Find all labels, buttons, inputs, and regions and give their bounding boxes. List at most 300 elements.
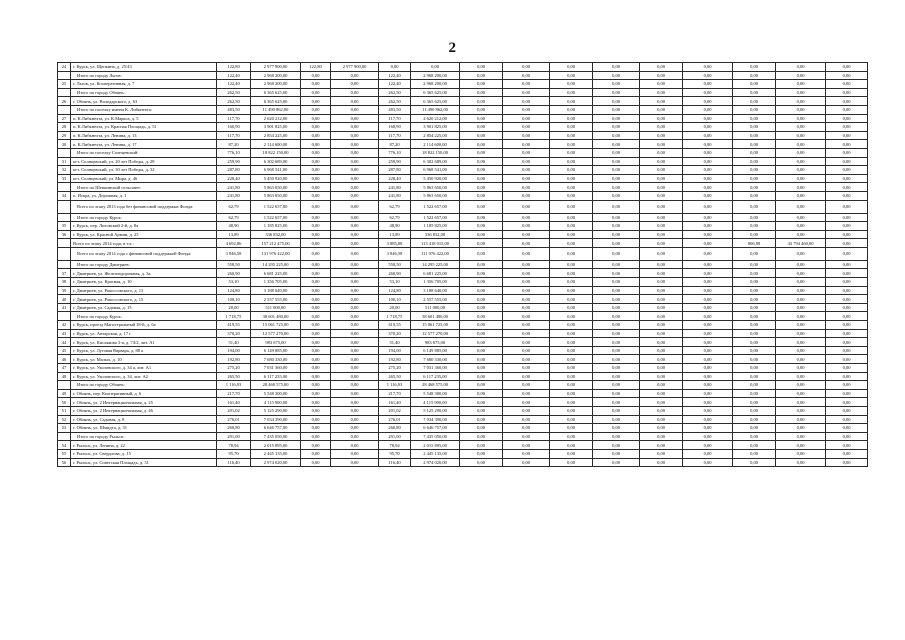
- value-cell: 0,00: [733, 432, 776, 441]
- value-cell: 0,00: [683, 131, 733, 140]
- address-cell: Итого по городу Обоянь:: [71, 381, 217, 390]
- value-cell: 0,00: [460, 97, 503, 106]
- value-cell: 0,00: [301, 329, 331, 338]
- value-cell: 0,00: [683, 157, 733, 166]
- value-cell: 0,00: [301, 372, 331, 381]
- value-cell: 0,00: [593, 449, 640, 458]
- value-cell: 0,00: [593, 88, 640, 97]
- value-cell: 0,00: [503, 247, 550, 260]
- value-cell: 6 365 625,00: [251, 88, 301, 97]
- value-cell: 0,00: [593, 286, 640, 295]
- value-cell: 0,00: [593, 355, 640, 364]
- value-cell: 0,00: [301, 389, 331, 398]
- value-cell: 0,00: [460, 269, 503, 278]
- row-number: [58, 239, 71, 248]
- value-cell: 776,10: [379, 148, 411, 157]
- value-cell: 3 901 825,00: [411, 123, 460, 132]
- value-cell: 53,10: [217, 278, 251, 287]
- value-cell: 0,00: [503, 338, 550, 347]
- value-cell: 0,00: [593, 140, 640, 149]
- value-cell: 0,00: [593, 346, 640, 355]
- value-cell: 0,00: [776, 321, 826, 330]
- value-cell: 0,00: [460, 247, 503, 260]
- value-cell: 0,00: [826, 105, 868, 114]
- value-cell: 28 468 575,00: [251, 381, 301, 390]
- value-cell: 0,00: [640, 329, 683, 338]
- address-cell: п. К.Либкнехта, ул. Ленина, д. 17: [71, 140, 217, 149]
- value-cell: 0,00: [776, 338, 826, 347]
- value-cell: 0,00: [301, 200, 331, 213]
- value-cell: 0,00: [331, 398, 379, 407]
- value-cell: 62,79: [217, 200, 251, 213]
- value-cell: 0,00: [640, 406, 683, 415]
- value-cell: 0,00: [301, 415, 331, 424]
- address-cell: п. К.Либкнехта, ул. Красная Площадь, д. 51: [71, 123, 217, 132]
- value-cell: 0,00: [776, 458, 826, 467]
- value-cell: 217,70: [217, 389, 251, 398]
- value-cell: 0,00: [593, 398, 640, 407]
- value-cell: 2 557 555,00: [251, 295, 301, 304]
- value-cell: 0,00: [301, 131, 331, 140]
- value-cell: 0,00: [776, 131, 826, 140]
- value-cell: 0,00: [683, 123, 733, 132]
- value-cell: 1 522 657,00: [411, 200, 460, 213]
- value-cell: 0,00: [826, 338, 868, 347]
- value-cell: 100,10: [379, 295, 411, 304]
- value-cell: 5 548 300,00: [411, 389, 460, 398]
- value-cell: 0,00: [301, 424, 331, 433]
- value-cell: 0,00: [460, 364, 503, 373]
- value-cell: 0,00: [776, 247, 826, 260]
- table-row: [58, 114, 868, 123]
- value-cell: 0,00: [683, 71, 733, 80]
- value-cell: 0,00: [301, 247, 331, 260]
- value-cell: 18 822 150,00: [411, 148, 460, 157]
- value-cell: 0,00: [733, 346, 776, 355]
- value-cell: 6 968 541,00: [411, 166, 460, 175]
- value-cell: 0,00: [776, 63, 826, 72]
- value-cell: 0,00: [331, 458, 379, 467]
- value-cell: 0,00: [301, 406, 331, 415]
- table-row: [58, 63, 868, 72]
- value-cell: 0,00: [733, 286, 776, 295]
- value-cell: 0,00: [826, 449, 868, 458]
- value-cell: 6 302 689,00: [411, 157, 460, 166]
- value-cell: 0,00: [826, 88, 868, 97]
- value-cell: 2 445 135,00: [251, 449, 301, 458]
- value-cell: 0,00: [503, 381, 550, 390]
- address-cell: п. К.Либкнехта, ул. К.Маркса, д. 5: [71, 114, 217, 123]
- value-cell: 0,00: [826, 97, 868, 106]
- value-cell: 0,00: [503, 230, 550, 239]
- value-cell: 0,00: [593, 372, 640, 381]
- value-cell: 0,00: [733, 114, 776, 123]
- value-cell: 0,00: [683, 458, 733, 467]
- value-cell: 0,00: [776, 406, 826, 415]
- value-cell: 5 125 290,00: [251, 406, 301, 415]
- value-cell: 260,80: [379, 424, 411, 433]
- value-cell: 0,00: [593, 424, 640, 433]
- value-cell: 0,00: [411, 63, 460, 72]
- value-cell: 275,20: [217, 364, 251, 373]
- value-cell: 265,50: [217, 372, 251, 381]
- value-cell: 48,90: [217, 222, 251, 231]
- row-number: [58, 71, 71, 80]
- value-cell: 0,00: [460, 166, 503, 175]
- table-row: [58, 389, 868, 398]
- value-cell: 6 365 625,00: [411, 88, 460, 97]
- value-cell: 0,00: [776, 97, 826, 106]
- value-cell: 0,00: [776, 424, 826, 433]
- table-row: [58, 432, 868, 441]
- value-cell: 48,90: [379, 222, 411, 231]
- value-cell: 0,00: [776, 372, 826, 381]
- table-row: [58, 213, 868, 222]
- value-cell: 0,00: [733, 415, 776, 424]
- table-row: [58, 247, 868, 260]
- address-cell: г. Курск, проезд Магистральный 18-й, д. 6а: [71, 321, 217, 330]
- table-row: [58, 329, 868, 338]
- value-cell: 7 034 390,00: [251, 415, 301, 424]
- value-cell: 5 863 650,00: [411, 183, 460, 192]
- value-cell: 0,00: [683, 295, 733, 304]
- value-cell: 161,40: [217, 398, 251, 407]
- value-cell: 0,00: [331, 230, 379, 239]
- value-cell: 0,00: [460, 415, 503, 424]
- value-cell: 0,00: [826, 458, 868, 467]
- value-cell: 0,00: [550, 191, 593, 200]
- value-cell: 0,00: [776, 191, 826, 200]
- value-cell: 0,00: [733, 88, 776, 97]
- value-cell: 0,00: [460, 406, 503, 415]
- value-cell: 0,00: [776, 329, 826, 338]
- value-cell: 0,00: [826, 213, 868, 222]
- value-cell: 0,00: [331, 312, 379, 321]
- row-number: 54: [58, 441, 71, 450]
- value-cell: 0,00: [776, 105, 826, 114]
- value-cell: 0,00: [503, 303, 550, 312]
- value-cell: 0,00: [503, 449, 550, 458]
- table-row: [58, 97, 868, 106]
- table-row: [58, 441, 868, 450]
- value-cell: 0,00: [593, 458, 640, 467]
- value-cell: 228,40: [379, 174, 411, 183]
- value-cell: 0,00: [733, 295, 776, 304]
- value-cell: 201,02: [379, 406, 411, 415]
- value-cell: 0,00: [331, 157, 379, 166]
- value-cell: 0,00: [640, 346, 683, 355]
- value-cell: 2 015 895,00: [411, 441, 460, 450]
- value-cell: 0,00: [550, 174, 593, 183]
- value-cell: 0,00: [640, 415, 683, 424]
- value-cell: 0,00: [550, 424, 593, 433]
- value-cell: 0,00: [593, 321, 640, 330]
- value-cell: 0,00: [331, 432, 379, 441]
- value-cell: 0,00: [683, 200, 733, 213]
- value-cell: 3 188 640,00: [251, 286, 301, 295]
- value-cell: 0,00: [826, 441, 868, 450]
- value-cell: 0,00: [550, 355, 593, 364]
- value-cell: 0,00: [683, 441, 733, 450]
- value-cell: 0,00: [460, 191, 503, 200]
- value-cell: 113 418 015,00: [411, 239, 460, 248]
- value-cell: 0,00: [733, 389, 776, 398]
- table-row: [58, 174, 868, 183]
- value-cell: 0,00: [460, 123, 503, 132]
- value-cell: 0,00: [460, 449, 503, 458]
- value-cell: 1 718,75: [379, 312, 411, 321]
- value-cell: 0,00: [460, 71, 503, 80]
- value-cell: 5 863 650,00: [251, 183, 301, 192]
- value-cell: 0,00: [550, 148, 593, 157]
- row-number: 40: [58, 295, 71, 304]
- address-cell: г. Рыльск, ул. Ленина, д. 22: [71, 441, 217, 450]
- value-cell: 0,00: [776, 389, 826, 398]
- value-cell: 0,00: [593, 80, 640, 89]
- value-cell: 0,00: [460, 329, 503, 338]
- value-cell: 0,00: [301, 458, 331, 467]
- value-cell: 1 185 825,00: [251, 222, 301, 231]
- value-cell: 0,00: [301, 230, 331, 239]
- value-cell: 0,00: [460, 355, 503, 364]
- value-cell: 78,94: [379, 441, 411, 450]
- value-cell: 0,00: [460, 200, 503, 213]
- value-cell: 2 557 555,00: [411, 295, 460, 304]
- value-cell: 0,00: [640, 213, 683, 222]
- value-cell: 78,94: [217, 441, 251, 450]
- value-cell: 117,70: [379, 114, 411, 123]
- value-cell: 0,00: [593, 63, 640, 72]
- value-cell: 776,10: [217, 148, 251, 157]
- table-row: [58, 239, 868, 248]
- table-row: [58, 312, 868, 321]
- value-cell: 0,00: [826, 239, 868, 248]
- value-cell: 1 718,75: [217, 312, 251, 321]
- value-cell: 0,00: [550, 183, 593, 192]
- value-cell: 275,20: [379, 364, 411, 373]
- value-cell: 11 490 862,00: [251, 105, 301, 114]
- value-cell: 287,80: [217, 166, 251, 175]
- address-cell: г. Курск, ул. Уколовского, д. 34 а, лит. А1: [71, 364, 217, 373]
- value-cell: 2 114 600,00: [251, 140, 301, 149]
- value-cell: 558,50: [379, 260, 411, 269]
- value-cell: 0,00: [503, 321, 550, 330]
- value-cell: 0,00: [593, 303, 640, 312]
- value-cell: 0,00: [550, 303, 593, 312]
- value-cell: 0,00: [550, 432, 593, 441]
- value-cell: 0,00: [550, 338, 593, 347]
- value-cell: 0,00: [460, 321, 503, 330]
- value-cell: 0,00: [301, 260, 331, 269]
- value-cell: 1 116,93: [379, 381, 411, 390]
- value-cell: 6 117 235,00: [251, 372, 301, 381]
- value-cell: 0,00: [460, 222, 503, 231]
- value-cell: 0,00: [826, 329, 868, 338]
- value-cell: 122,40: [379, 80, 411, 89]
- value-cell: 0,00: [593, 260, 640, 269]
- address-cell: г. Дмитриев, ул. Садовая, д. 15: [71, 303, 217, 312]
- value-cell: 161,40: [379, 398, 411, 407]
- value-cell: 0,00: [503, 312, 550, 321]
- value-cell: 2 968 200,00: [411, 80, 460, 89]
- table-row: [58, 346, 868, 355]
- address-cell: г. Курск, ул. Щепкина, д. 25/43: [71, 63, 217, 72]
- value-cell: 0,00: [301, 441, 331, 450]
- value-cell: 0,00: [331, 321, 379, 330]
- value-cell: 62,79: [217, 213, 251, 222]
- value-cell: 0,00: [593, 174, 640, 183]
- value-cell: 0,00: [776, 213, 826, 222]
- value-cell: 0,00: [301, 286, 331, 295]
- value-cell: 0,00: [593, 278, 640, 287]
- value-cell: 0,00: [331, 406, 379, 415]
- value-cell: 0,00: [550, 269, 593, 278]
- value-cell: 0,00: [460, 230, 503, 239]
- value-cell: 0,00: [331, 166, 379, 175]
- table-row: [58, 123, 868, 132]
- address-cell: Итого по городу Дмитриев:: [71, 260, 217, 269]
- value-cell: 511 000,00: [411, 303, 460, 312]
- value-cell: 0,00: [331, 364, 379, 373]
- value-cell: 0,00: [776, 398, 826, 407]
- value-cell: 6 681 225,00: [251, 269, 301, 278]
- value-cell: 116,40: [217, 458, 251, 467]
- value-cell: 0,00: [503, 415, 550, 424]
- value-cell: 0,00: [640, 278, 683, 287]
- value-cell: 0,00: [826, 174, 868, 183]
- value-cell: 6 646 757,00: [251, 424, 301, 433]
- value-cell: 87,20: [379, 140, 411, 149]
- value-cell: 0,00: [460, 131, 503, 140]
- value-cell: 0,00: [733, 123, 776, 132]
- value-cell: 0,00: [776, 222, 826, 231]
- value-cell: 0,00: [550, 97, 593, 106]
- value-cell: 0,00: [776, 449, 826, 458]
- value-cell: 2 854 225,00: [251, 131, 301, 140]
- value-cell: 6 117 235,00: [411, 372, 460, 381]
- value-cell: 483,50: [217, 105, 251, 114]
- value-cell: 157 212 475,00: [251, 239, 301, 248]
- value-cell: 0,00: [776, 260, 826, 269]
- value-cell: 0,00: [640, 131, 683, 140]
- value-cell: 0,00: [331, 372, 379, 381]
- value-cell: 0,00: [733, 183, 776, 192]
- address-cell: г. Обоянь, ул. Садовая, д. 8: [71, 415, 217, 424]
- value-cell: 0,00: [593, 406, 640, 415]
- row-number: 27: [58, 114, 71, 123]
- value-cell: 0,00: [826, 222, 868, 231]
- value-cell: 0,00: [550, 449, 593, 458]
- value-cell: 0,00: [503, 398, 550, 407]
- value-cell: 0,00: [733, 148, 776, 157]
- value-cell: 0,00: [640, 97, 683, 106]
- value-cell: 0,00: [550, 200, 593, 213]
- value-cell: 0,00: [503, 269, 550, 278]
- value-cell: 0,00: [503, 364, 550, 373]
- value-cell: 5 450 920,00: [411, 174, 460, 183]
- value-cell: 983 675,00: [411, 338, 460, 347]
- value-cell: 0,00: [550, 398, 593, 407]
- address-cell: пгт. Солнцевский, ул. Мира, д. 46: [71, 174, 217, 183]
- value-cell: 0,00: [460, 441, 503, 450]
- value-cell: 0,00: [593, 123, 640, 132]
- row-number: 38: [58, 278, 71, 287]
- value-cell: 0,00: [331, 200, 379, 213]
- value-cell: 0,00: [331, 295, 379, 304]
- value-cell: 0,00: [503, 222, 550, 231]
- value-cell: 0,00: [503, 63, 550, 72]
- table-row: [58, 449, 868, 458]
- value-cell: 0,00: [683, 97, 733, 106]
- row-number: [58, 200, 71, 213]
- value-cell: 0,00: [301, 364, 331, 373]
- value-cell: 0,00: [550, 88, 593, 97]
- value-cell: 0,00: [503, 80, 550, 89]
- value-cell: 0,00: [503, 239, 550, 248]
- value-cell: 0,00: [593, 295, 640, 304]
- table-row: [58, 381, 868, 390]
- value-cell: 6 302 689,00: [251, 157, 301, 166]
- value-cell: 0,00: [593, 222, 640, 231]
- value-cell: 100,10: [217, 295, 251, 304]
- value-cell: 0,00: [503, 140, 550, 149]
- table-row: [58, 286, 868, 295]
- value-cell: 0,00: [826, 63, 868, 72]
- value-cell: 0,00: [826, 140, 868, 149]
- value-cell: 0,00: [683, 191, 733, 200]
- value-cell: 0,00: [301, 269, 331, 278]
- value-cell: 0,00: [683, 260, 733, 269]
- value-cell: 0,00: [640, 200, 683, 213]
- table-row: [58, 415, 868, 424]
- value-cell: 0,00: [683, 398, 733, 407]
- value-cell: 13,89: [217, 230, 251, 239]
- value-cell: 0,00: [733, 321, 776, 330]
- value-cell: 2 114 600,00: [411, 140, 460, 149]
- value-cell: 0,00: [301, 278, 331, 287]
- value-cell: 0,00: [460, 338, 503, 347]
- table-row: [58, 200, 868, 213]
- value-cell: 7 435 050,00: [251, 432, 301, 441]
- value-cell: 483,50: [379, 105, 411, 114]
- value-cell: 0,00: [640, 364, 683, 373]
- value-cell: 0,00: [826, 381, 868, 390]
- value-cell: 0,00: [550, 441, 593, 450]
- value-cell: 0,00: [460, 398, 503, 407]
- address-cell: г. Льгов, ул. Кооперативная, д. 7: [71, 80, 217, 89]
- value-cell: 0,00: [826, 295, 868, 304]
- row-number: [58, 381, 71, 390]
- value-cell: 0,00: [640, 381, 683, 390]
- value-cell: 0,00: [460, 372, 503, 381]
- value-cell: 0,00: [593, 213, 640, 222]
- value-cell: 0,00: [640, 398, 683, 407]
- value-cell: 0,00: [826, 286, 868, 295]
- value-cell: 262,50: [379, 97, 411, 106]
- value-cell: 0,00: [301, 157, 331, 166]
- table-row: [58, 140, 868, 149]
- value-cell: 0,00: [460, 312, 503, 321]
- value-cell: 0,00: [593, 432, 640, 441]
- value-cell: 5 548 300,00: [251, 389, 301, 398]
- value-cell: 0,00: [550, 372, 593, 381]
- value-cell: 2 974 020,00: [251, 458, 301, 467]
- value-cell: 0,00: [593, 105, 640, 114]
- value-cell: 0,00: [733, 364, 776, 373]
- value-cell: 6 365 625,00: [251, 97, 301, 106]
- value-cell: 7 031 360,00: [411, 364, 460, 373]
- value-cell: 0,00: [826, 131, 868, 140]
